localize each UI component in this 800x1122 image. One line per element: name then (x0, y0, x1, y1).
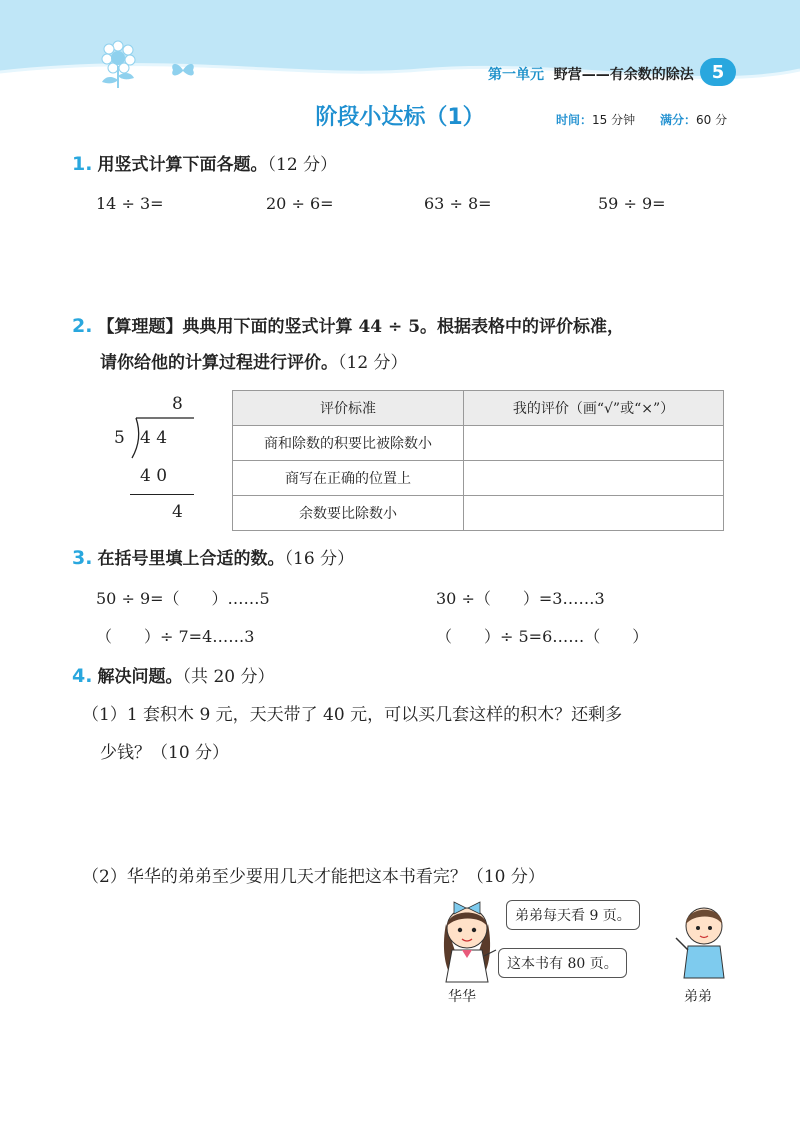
evaluation-answer-cell[interactable] (464, 496, 724, 531)
q1-expression-4: 59 ÷ 9= (598, 194, 666, 213)
division-remainder: 4 (172, 502, 183, 522)
question-2-line2: 请你给他的计算过程进行评价。（12 分） (100, 353, 408, 373)
table-cell-criteria: 商写在正确的位置上 (233, 461, 464, 496)
question-2-heading: 2. 【算理题】典典用下面的竖式计算 44 ÷ 5。根据表格中的评价标准， (72, 315, 625, 337)
table-row (233, 496, 724, 531)
speech-bubble-brother-reading: 弟弟每天看 9 页。 (506, 900, 640, 930)
unit-topic: 野营——有余数的除法 (553, 67, 694, 83)
q3-item-3: （ ）÷ 7=4……3 (96, 627, 255, 646)
table-row (233, 461, 724, 496)
table-header-criteria: 评价标准 (233, 391, 464, 426)
full-score: 满分：60 分 (660, 113, 728, 127)
q3-item-2: 30 ÷（ ）=3……3 (436, 589, 605, 608)
girl-huahua-icon (432, 894, 502, 984)
division-quotient: 8 (172, 394, 183, 414)
q3-item-4: （ ）÷ 5=6……（ ） (436, 627, 649, 646)
boy-brother-icon (672, 900, 734, 980)
q1-expression-2: 20 ÷ 6= (266, 194, 334, 213)
q1-expression-3: 63 ÷ 8= (424, 194, 492, 213)
question-3-heading: 3. 在括号里填上合适的数。（16 分） (72, 547, 355, 569)
page-title: 阶段小达标（1） (315, 105, 485, 130)
q3-item-1: 50 ÷ 9=（ ）……5 (96, 589, 270, 608)
q4-part2: （2）华华的弟弟至少要用几天才能把这本书看完？（10 分） (82, 867, 545, 887)
unit-label: 第一单元 (488, 67, 544, 83)
table-row (233, 426, 724, 461)
q4-part1-line2: 少钱？（10 分） (100, 743, 230, 763)
q1-expression-1: 14 ÷ 3= (96, 194, 164, 213)
evaluation-answer-cell[interactable] (464, 461, 724, 496)
sunflower-icon (96, 36, 146, 90)
q4-part1-line1: （1）1 套积木 9 元，天天带了 40 元，可以买几套这样的积木？还剩多 (82, 705, 623, 725)
girl-name-label: 华华 (448, 989, 476, 1005)
evaluation-answer-cell[interactable] (464, 426, 724, 461)
division-line (130, 494, 194, 495)
time-limit: 时间：15 分钟 (556, 113, 636, 127)
table-header-row (233, 391, 724, 426)
question-4-heading: 4. 解决问题。（共 20 分） (72, 665, 275, 687)
evaluation-table (232, 390, 724, 531)
division-dividend: 4 4 (140, 428, 168, 448)
division-product: 4 0 (140, 466, 168, 486)
question-1-heading: 1. 用竖式计算下面各题。（12 分） (72, 153, 338, 175)
butterfly-icon (170, 60, 196, 80)
table-cell-criteria: 余数要比除数小 (233, 496, 464, 531)
boy-name-label: 弟弟 (684, 989, 712, 1005)
table-cell-criteria: 商和除数的积要比被除数小 (233, 426, 464, 461)
table-header-my-evaluation: 我的评价（画“√”或“×”） (464, 391, 724, 426)
speech-bubble-book-pages: 这本书有 80 页。 (498, 948, 627, 978)
page-number-badge: 5 (700, 58, 736, 86)
division-divisor: 5 (114, 428, 125, 448)
unit-header (488, 64, 694, 84)
